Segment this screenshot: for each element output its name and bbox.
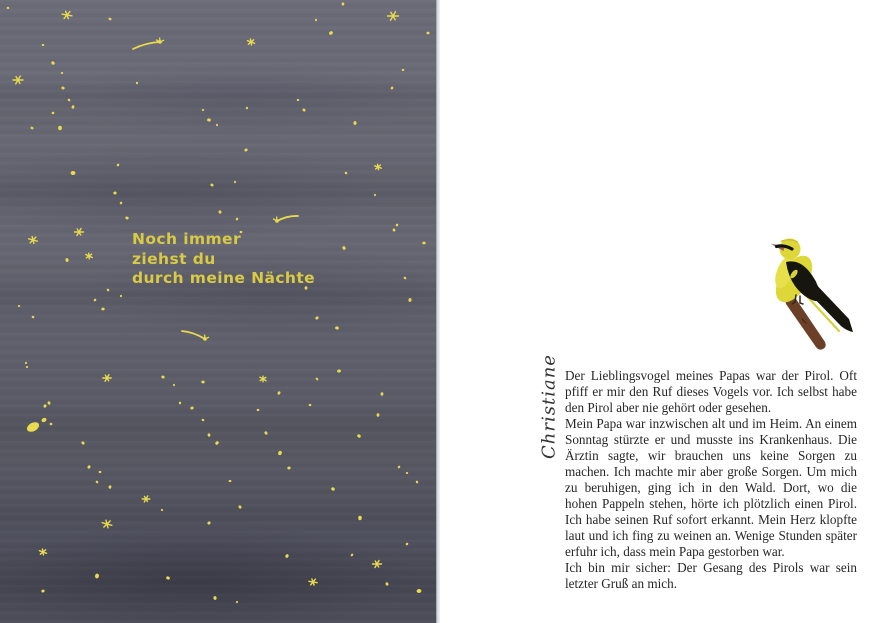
pirol-bird-illustration (765, 236, 855, 351)
story-paragraph: Der Lieblingsvogel meines Papas war der Pirol. Oft pfiff er mir den Ruf dieses Vogels vor. Ich selbst habe den Pirol aber nie gehört oder gesehen. (565, 368, 857, 415)
story-paragraph: Mein Papa war inzwischen alt und im Heim. An einem Sonntag stürzte er und musste ins Krankenhaus. Die Ärztin sagte, wir brauchen uns keine Sorgen zu machen. Ich machte mir aber große Sorgen. Um mich zu beruhigen, ging ich in den Wald. Dort, wo die hohen Pappeln stehen, hörte ich plötzlich einen Pirol. Ich habe seinen Ruf sofort erkannt. Mein Herz klopfte laut und ich fing zu weinen an. Wenige Stunden später erfuhr ich, dass mein Papa gestorben war. (565, 416, 857, 559)
story-paragraph: Ich bin mir sicher: Der Gesang des Pirols war sein letzter Gruß an mich. (565, 560, 857, 591)
poem-text (132, 230, 315, 289)
poem-line: Noch immer (132, 230, 242, 248)
poem-line: ziehst du (132, 249, 216, 268)
left-page-night-sky (0, 0, 436, 623)
right-page-story (440, 0, 878, 623)
poem-line: durch meine Nächte (132, 269, 316, 287)
author-signature: Christiane (538, 354, 560, 459)
story-text (565, 368, 857, 592)
starfield-svg (0, 0, 436, 623)
